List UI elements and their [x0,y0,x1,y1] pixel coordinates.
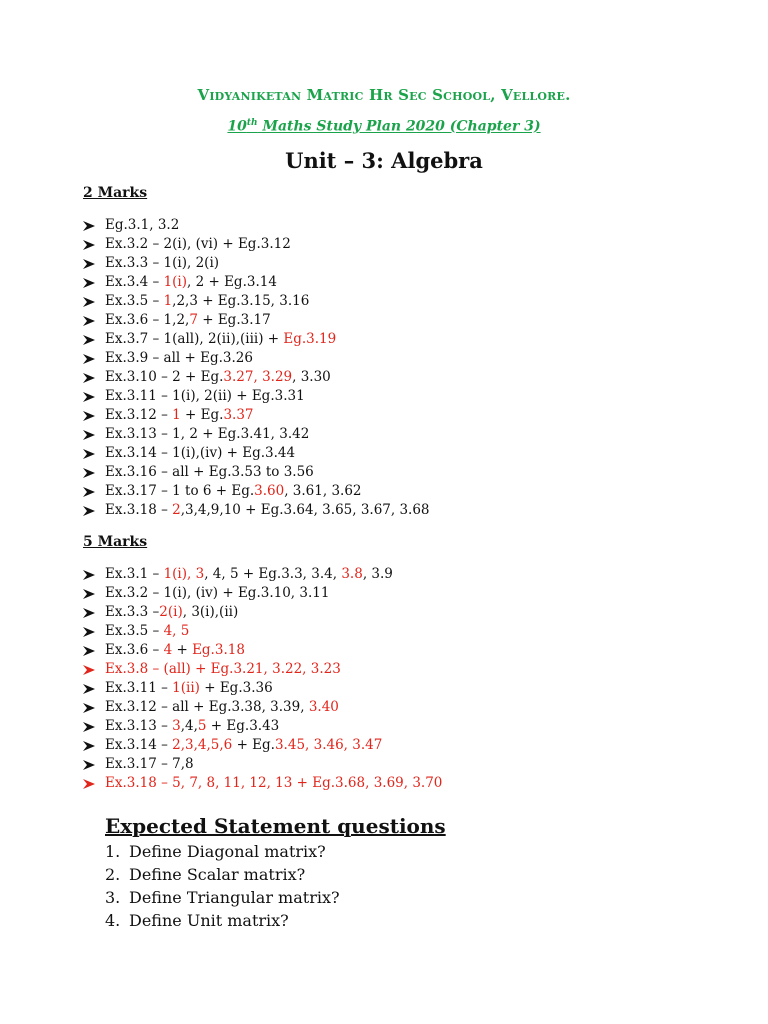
five-marks-list [83,565,442,793]
item-text: , 3.61, 3.62 [284,483,362,499]
highlighted-text: Ex.3.8 – (all) + Eg.3.21, 3.22, 3.23 [105,661,341,677]
item-text: Ex.3.5 – [105,623,164,639]
unit-title: Unit – 3: Algebra [285,148,483,173]
arrow-bullet-icon [83,665,105,675]
item-text: + Eg. [180,407,224,423]
two-marks-item [83,349,430,368]
expected-questions-list [105,840,340,932]
item-text: + Eg.3.17 [197,312,271,328]
arrow-bullet-icon [83,722,105,732]
item-text: Ex.3.1 – [105,566,164,582]
question-item [105,909,340,932]
item-text: Ex.3.11 – [105,680,173,696]
highlighted-text: 1(ii) [172,680,200,696]
item-text: Ex.3.18 – [105,502,173,518]
five-marks-item [83,774,442,793]
highlighted-text: 2,3,4,5,6 [172,737,233,753]
highlighted-text: 1(i) [163,274,188,290]
two-marks-item [83,254,430,273]
item-text: Ex.3.3 – [105,604,160,620]
highlighted-text: 1 [163,293,173,309]
highlighted-text: 1 [172,407,181,423]
item-text: Eg.3.1, 3.2 [105,217,180,233]
two-marks-item [83,501,430,520]
item-text: , 3(i),(ii) [182,604,239,620]
two-marks-item [83,482,430,501]
item-text: , 3.30 [292,369,331,385]
highlighted-text: Eg.3.19 [283,331,337,347]
item-text: Ex.3.10 – 2 + Eg. [105,369,224,385]
five-marks-item [83,603,442,622]
five-marks-item [83,584,442,603]
two-marks-item [83,273,430,292]
two-marks-item [83,425,430,444]
item-text: Ex.3.14 – 1(i),(iv) + Eg.3.44 [105,445,296,461]
arrow-bullet-icon [83,779,105,789]
question-item [105,840,340,863]
highlighted-text: 2(i) [159,604,183,620]
item-text: Ex.3.2 – 2(i), (vi) + Eg.3.12 [105,236,291,252]
two-marks-item [83,387,430,406]
item-text: ,3,4,9,10 + Eg.3.64, 3.65, 3.67, 3.68 [180,502,430,518]
two-marks-heading: 2 Marks [83,185,148,201]
item-text: ,2,3 + Eg.3.15, 3.16 [172,293,310,309]
five-marks-item [83,641,442,660]
two-marks-item [83,463,430,482]
five-marks-item [83,622,442,641]
item-text: ,4, [180,718,198,734]
highlighted-text: 3 [172,718,181,734]
item-text: + Eg. [232,737,275,753]
five-marks-item [83,565,442,584]
item-text: Ex.3.14 – [105,737,173,753]
arrow-bullet-icon [83,221,105,231]
highlighted-text: 2 [172,502,181,518]
arrow-bullet-icon [83,259,105,269]
arrow-bullet-icon [83,684,105,694]
question-number: 3. [105,888,121,907]
item-text: + Eg.3.36 [199,680,273,696]
arrow-bullet-icon [83,354,105,364]
five-marks-item [83,717,442,736]
question-item [105,886,340,909]
item-text: , 4, 5 + Eg.3.3, 3.4, [204,566,342,582]
five-marks-item [83,755,442,774]
item-text: Ex.3.9 – all + Eg.3.26 [105,350,253,366]
two-marks-item [83,368,430,387]
item-text: Ex.3.16 – all + Eg.3.53 to 3.56 [105,464,314,480]
item-text: Ex.3.17 – 1 to 6 + Eg. [105,483,255,499]
arrow-bullet-icon [83,449,105,459]
question-text: Define Diagonal matrix? [129,842,326,861]
item-text: Ex.3.11 – 1(i), 2(ii) + Eg.3.31 [105,388,305,404]
five-marks-item [83,679,442,698]
item-text: + Eg.3.43 [206,718,280,734]
item-text: + [172,642,193,658]
question-text: Define Scalar matrix? [129,865,306,884]
arrow-bullet-icon [83,506,105,516]
two-marks-item [83,444,430,463]
arrow-bullet-icon [83,589,105,599]
two-marks-item [83,216,430,235]
five-marks-item [83,660,442,679]
arrow-bullet-icon [83,297,105,307]
item-text: Ex.3.4 – [105,274,164,290]
arrow-bullet-icon [83,278,105,288]
item-text: Ex.3.17 – 7,8 [105,756,194,772]
plan-grade: 10 [227,118,247,135]
five-marks-heading: 5 Marks [83,534,148,550]
highlighted-text: 3.45, 3.46, 3.47 [274,737,383,753]
question-item [105,863,340,886]
highlighted-text: 3.37 [223,407,254,423]
item-text: Ex.3.5 – [105,293,164,309]
plan-grade-suffix: th [246,118,258,128]
item-text: Ex.3.6 – 1,2, [105,312,190,328]
five-marks-item [83,698,442,717]
arrow-bullet-icon [83,570,105,580]
arrow-bullet-icon [83,335,105,345]
highlighted-text: 3.27, 3.29 [223,369,293,385]
plan-title-rest: Maths Study Plan 2020 (Chapter 3) [257,118,541,135]
arrow-bullet-icon [83,487,105,497]
item-text: Ex.3.13 – [105,718,173,734]
study-plan-title [0,118,768,135]
question-number: 1. [105,842,121,861]
highlighted-text: 7 [189,312,198,328]
item-text: Ex.3.2 – 1(i), (iv) + Eg.3.10, 3.11 [105,585,330,601]
item-text: Ex.3.6 – [105,642,164,658]
arrow-bullet-icon [83,468,105,478]
question-text: Define Triangular matrix? [129,888,340,907]
highlighted-text: 4 [163,642,173,658]
arrow-bullet-icon [83,430,105,440]
arrow-bullet-icon [83,411,105,421]
highlighted-text: 3.8 [341,566,363,582]
arrow-bullet-icon [83,373,105,383]
item-text: Ex.3.12 – [105,407,173,423]
arrow-bullet-icon [83,627,105,637]
question-text: Define Unit matrix? [129,911,289,930]
item-text: Ex.3.12 – all + Eg.3.38, 3.39, [105,699,309,715]
arrow-bullet-icon [83,240,105,250]
two-marks-item [83,311,430,330]
highlighted-text: 3.40 [308,699,339,715]
item-text: Ex.3.7 – 1(all), 2(ii),(iii) + [105,331,284,347]
item-text: , 3.9 [362,566,393,582]
item-text: Ex.3.13 – 1, 2 + Eg.3.41, 3.42 [105,426,310,442]
question-number: 4. [105,911,121,930]
highlighted-text: 4, 5 [163,623,190,639]
two-marks-list [83,216,430,520]
highlighted-text: 1(i), 3 [163,566,205,582]
item-text: Ex.3.3 – 1(i), 2(i) [105,255,220,271]
arrow-bullet-icon [83,760,105,770]
highlighted-text: Eg.3.18 [192,642,245,658]
expected-questions-heading: Expected Statement questions [105,814,446,838]
arrow-bullet-icon [83,608,105,618]
highlighted-text: 5 [197,718,207,734]
arrow-bullet-icon [83,741,105,751]
school-name: Vidyaniketan Matric Hr Sec School, Vellore. [197,86,571,104]
highlighted-text: Ex.3.18 – 5, 7, 8, 11, 12, 13 + Eg.3.68, 3.69, 3.70 [105,775,443,791]
highlighted-text: 3.60 [254,483,285,499]
arrow-bullet-icon [83,392,105,402]
two-marks-item [83,406,430,425]
question-number: 2. [105,865,121,884]
arrow-bullet-icon [83,703,105,713]
two-marks-item [83,292,430,311]
five-marks-item [83,736,442,755]
item-text: , 2 + Eg.3.14 [187,274,277,290]
two-marks-item [83,235,430,254]
two-marks-item [83,330,430,349]
arrow-bullet-icon [83,646,105,656]
arrow-bullet-icon [83,316,105,326]
